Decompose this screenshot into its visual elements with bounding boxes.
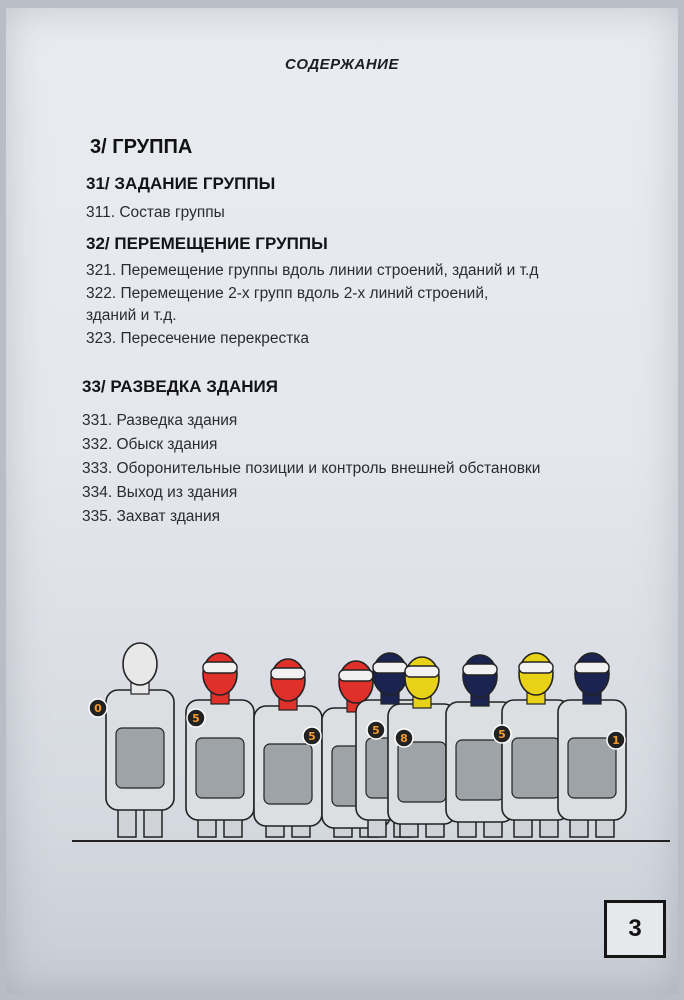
shoulder-badge [395, 729, 413, 747]
toc-item: 335. Захват здания [82, 508, 220, 525]
section-title: 32/ ПЕРЕМЕЩЕНИЕ ГРУППЫ [86, 234, 328, 253]
toc-item: зданий и т.д. [86, 307, 177, 324]
svg-text:5: 5 [372, 724, 380, 737]
svg-text:1: 1 [612, 734, 620, 747]
toc-item: 311. Состав группы [86, 204, 225, 221]
shoulder-badge [187, 709, 205, 727]
toc-item: 323. Пересечение перекрестка [86, 330, 310, 347]
svg-text:0: 0 [94, 702, 102, 715]
shoulder-badge [89, 699, 107, 717]
shoulder-badge [493, 725, 511, 743]
toc-item: 321. Перемещение группы вдоль линии строений, зданий и т.д [86, 262, 539, 279]
soldier-figure [254, 659, 322, 837]
svg-text:8: 8 [400, 732, 408, 745]
svg-text:5: 5 [308, 730, 316, 743]
soldier-figure [186, 653, 254, 837]
svg-text:5: 5 [192, 712, 200, 725]
toc-item: 334. Выход из здания [82, 484, 238, 501]
chapter-title: 3/ ГРУППА [90, 136, 193, 158]
toc-item: 332. Обыск здания [82, 436, 218, 453]
section-title: 31/ ЗАДАНИЕ ГРУППЫ [86, 174, 276, 193]
toc-item: 333. Оборонительные позиции и контроль внешней обстановки [82, 460, 541, 477]
soldier-figure [106, 643, 174, 837]
squad-illustration [60, 600, 640, 845]
toc-item: 331. Разведка здания [82, 412, 238, 429]
section-title: 33/ РАЗВЕДКА ЗДАНИЯ [82, 377, 278, 396]
ground-line [72, 840, 670, 842]
svg-text:5: 5 [498, 728, 506, 741]
shoulder-badge [607, 731, 625, 749]
shoulder-badge [367, 721, 385, 739]
toc-item: 322. Перемещение 2-х групп вдоль 2-х линий строений, [86, 285, 489, 302]
shoulder-badge [303, 727, 321, 745]
contents-title: СОДЕРЖАНИЕ [285, 56, 399, 73]
page-number: 3 [604, 900, 666, 958]
